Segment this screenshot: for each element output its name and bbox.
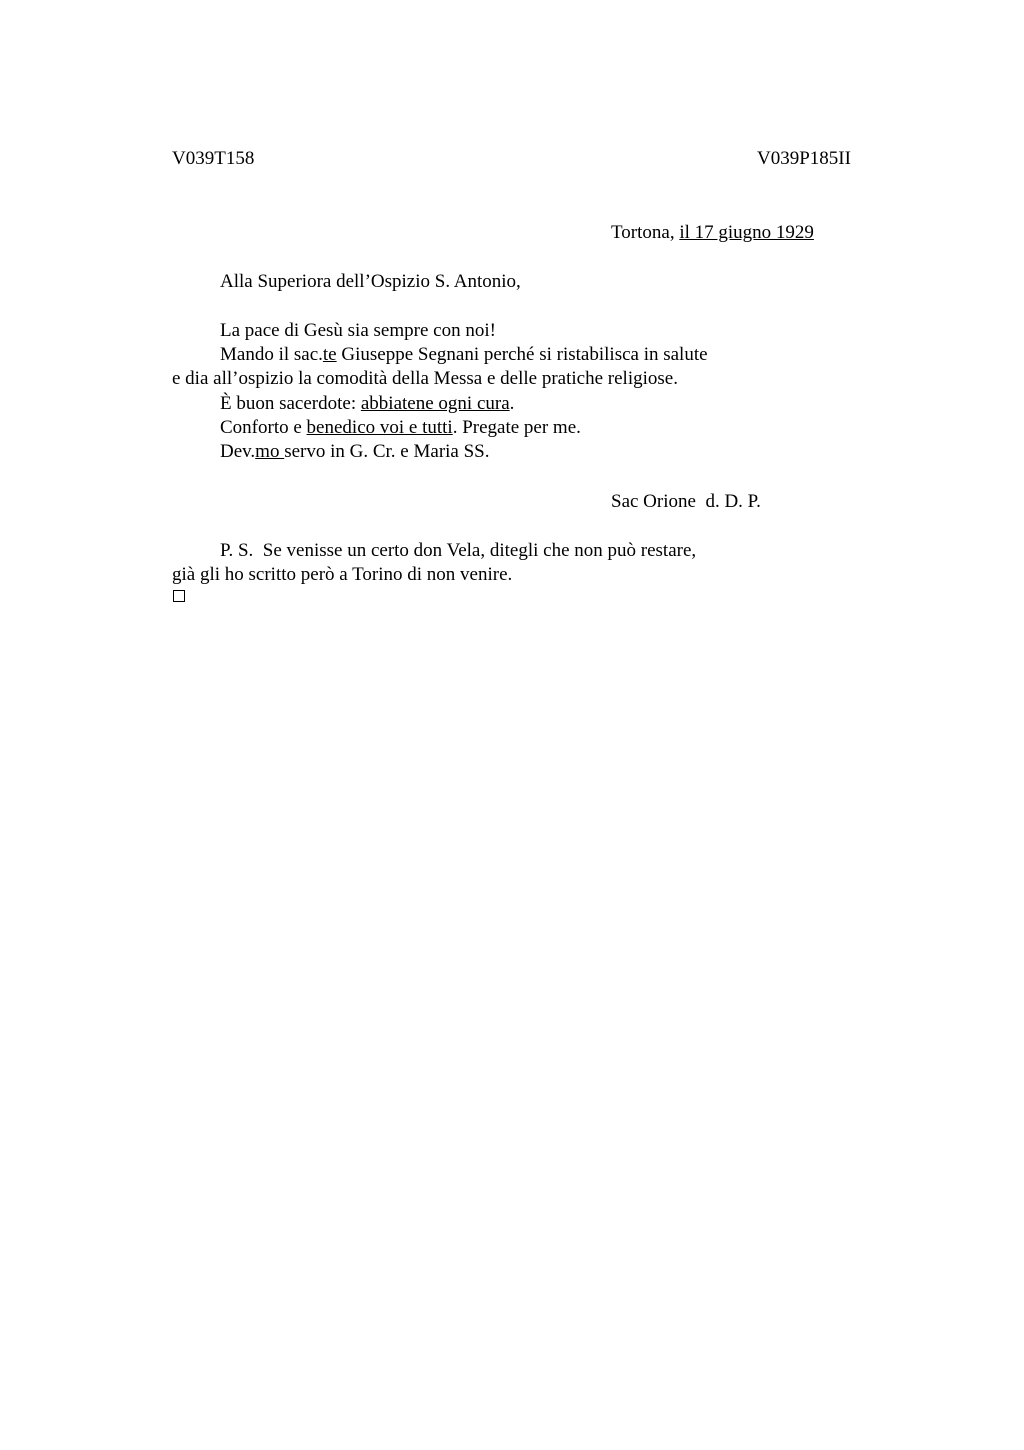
letter-date: il 17 giugno 1929 xyxy=(679,222,814,243)
postscript-line: P. S. Se venisse un certo don Vela, ditegli che non può restare, xyxy=(220,540,697,561)
text-segment: Dev. xyxy=(220,441,256,462)
empty-box-symbol xyxy=(173,590,185,602)
underlined-segment: benedico voi e tutti xyxy=(306,417,453,438)
underlined-segment: mo xyxy=(255,441,285,462)
underlined-segment: te xyxy=(322,344,337,365)
document-code-right: V039P185II xyxy=(757,148,851,169)
letter-date-line xyxy=(611,221,814,245)
letter-addressee: Alla Superiora dell’Ospizio S. Antonio, xyxy=(220,271,521,292)
text-segment: . xyxy=(509,393,515,414)
text-segment: servo in G. Cr. e Maria SS. xyxy=(284,441,490,462)
postscript-line: già gli ho scritto però a Torino di non venire. xyxy=(172,564,513,585)
letter-body-line: e dia all’ospizio la comodità della Messa e delle pratiche religiose. xyxy=(172,368,678,389)
letter-body-line xyxy=(220,343,708,367)
text-segment: Mando il sac. xyxy=(220,344,323,365)
text-segment: Giuseppe Segnani perché si ristabilisca in salute xyxy=(336,344,708,365)
letter-body-line xyxy=(220,392,514,416)
text-segment: . Pregate per me. xyxy=(452,417,581,438)
text-segment: È buon sacerdote: xyxy=(220,393,361,414)
text-segment: Conforto e xyxy=(220,417,307,438)
document-code-left: V039T158 xyxy=(172,148,255,169)
letter-closing xyxy=(220,440,490,464)
letter-signature: Sac Orione d. D. P. xyxy=(611,491,761,512)
letter-greeting: La pace di Gesù sia sempre con noi! xyxy=(220,320,496,341)
underlined-segment: abbiatene ogni cura xyxy=(360,393,510,414)
letter-body-line xyxy=(220,416,581,440)
letter-place: Tortona, xyxy=(611,222,680,243)
